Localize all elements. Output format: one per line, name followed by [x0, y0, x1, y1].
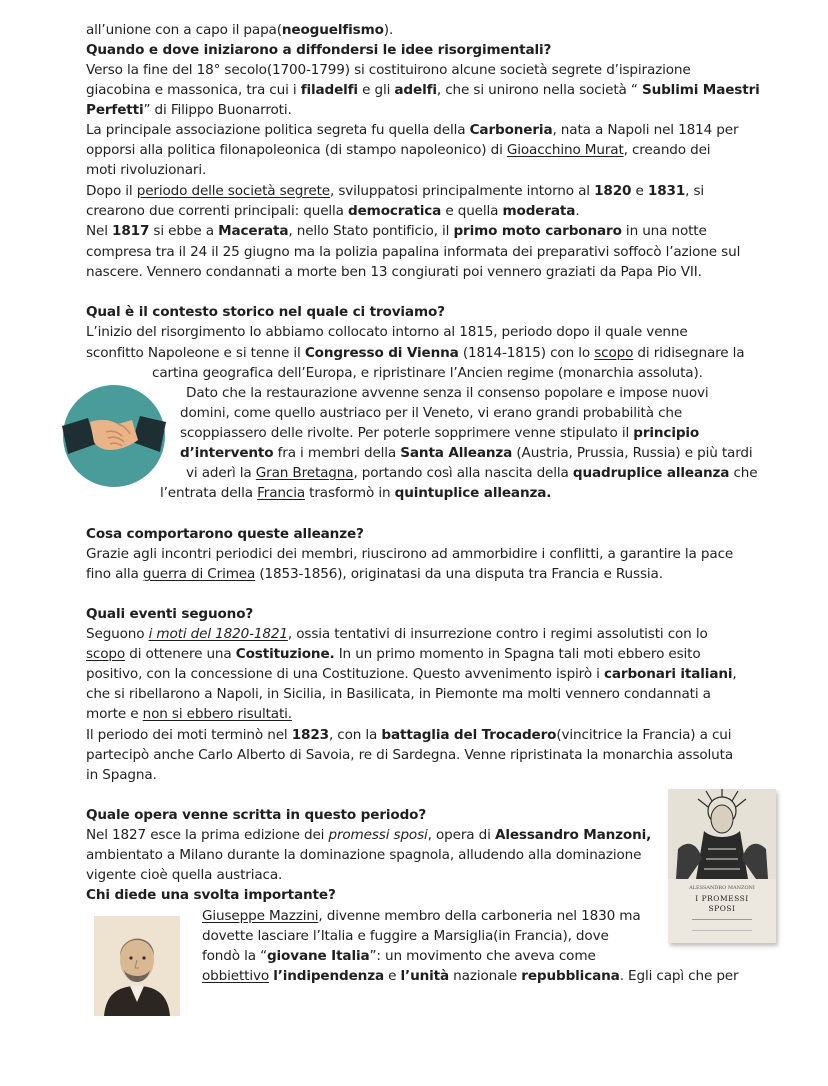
text-line: [86, 604, 253, 624]
text-span: .: [575, 203, 580, 219]
text-span: (Austria, Prussia, Russia) e più tardi: [512, 445, 753, 461]
text-line: [202, 926, 609, 946]
underlined-term: i moti del 1820-1821: [148, 626, 288, 642]
text-span: , con la: [328, 727, 382, 743]
text-span: , creando dei: [623, 142, 711, 158]
text-span: morte e: [86, 706, 143, 722]
text-span: l’entrata della: [160, 485, 258, 501]
book-title-line1: I PROMESSI: [695, 894, 749, 903]
bold-term: 1820: [594, 183, 632, 199]
text-span: che: [729, 465, 758, 481]
bold-term: quintuplice alleanza.: [394, 485, 552, 501]
underlined-term: guerra di Crimea: [142, 566, 256, 582]
text-line: [86, 765, 157, 785]
text-span: ).: [383, 22, 394, 38]
bold-term: Alessandro Manzoni,: [494, 827, 652, 843]
bold-term: filadelfi: [300, 82, 358, 98]
text-line: [86, 624, 708, 644]
bold-term: Sublimi Maestri: [641, 82, 760, 98]
book-title-line2: SPOSI: [708, 904, 736, 913]
text-line: [86, 20, 393, 40]
text-span: in una notte: [621, 223, 707, 239]
text-span: , sviluppatosi principalmente intorno al: [329, 183, 595, 199]
text-line: [86, 745, 733, 765]
text-line: [86, 644, 701, 664]
bold-term: Carboneria: [469, 122, 553, 138]
text-span: all’unione con a capo il papa(: [86, 22, 282, 38]
text-span: ,: [732, 666, 737, 682]
bold-term: neoguelfismo: [281, 22, 384, 38]
underlined-term: scopo: [594, 345, 634, 361]
text-span: (1814-1815) con lo: [458, 345, 595, 361]
text-line: [86, 343, 745, 363]
text-span: si ebbe a: [149, 223, 219, 239]
text-span: , divenne membro della carboneria nel 1830 ma: [318, 908, 641, 924]
text-span: Il periodo dei moti terminò nel: [86, 727, 292, 743]
bold-term: democratica: [348, 203, 442, 219]
text-span: Verso la fine del 18° secolo(1700-1799) si costituirono alcune società segrete d’ispirazione: [86, 62, 691, 78]
text-span: (vincitrice la Francia) a cui: [556, 727, 732, 743]
text-span: di ottenere una: [125, 646, 236, 662]
text-span: , nata a Napoli nel 1814 per: [552, 122, 739, 138]
text-line: [86, 825, 651, 845]
bold-term: repubblicana: [521, 968, 620, 984]
bold-term: 1823: [291, 727, 329, 743]
text-span: Seguono: [86, 626, 149, 642]
text-span: , che si unirono nella società “: [436, 82, 642, 98]
text-span: di ridisegnare la: [633, 345, 745, 361]
text-line: [202, 966, 738, 986]
text-line: [86, 322, 688, 342]
underlined-term: Gioacchino Murat: [506, 142, 624, 158]
text-span: positivo, con la concessione di una Costituzione. Questo avvenimento ispirò i: [86, 666, 604, 682]
text-line: [86, 684, 711, 704]
text-line: [180, 423, 699, 443]
bold-term: moderata: [502, 203, 576, 219]
bold-term: Quali eventi seguono?: [86, 606, 254, 622]
text-span: ambientato a Milano durante la dominazione spagnola, alludendo alla dominazione: [86, 847, 642, 863]
handshake-image: [62, 384, 166, 488]
text-line: [86, 120, 738, 140]
bold-term: Cosa comportarono queste alleanze?: [86, 526, 364, 542]
bold-term: quadruplice alleanza: [572, 465, 730, 481]
bold-term: Congresso di Vienna: [304, 345, 459, 361]
text-span: , portando così alla nascita della: [353, 465, 573, 481]
text-line: [86, 704, 292, 724]
text-span: nascere. Vennero condannati a morte ben 13 congiurati poi vennero graziati da Papa Pio VII.: [86, 264, 702, 280]
text-span: partecipò anche Carlo Alberto di Savoia, re di Sardegna. Venne ripristinata la monarchia assoluta: [86, 747, 733, 763]
mazzini-portrait-image: [94, 916, 180, 1016]
text-span: fra i membri della: [273, 445, 401, 461]
text-line: [86, 885, 336, 905]
text-line: [180, 443, 753, 463]
bold-term: adelfi: [394, 82, 437, 98]
underlined-term: Giuseppe Mazzini: [202, 908, 319, 924]
bold-term: Qual è il contesto storico nel quale ci troviamo?: [86, 304, 445, 320]
text-line: [86, 242, 740, 262]
underlined-term: periodo delle società segrete: [136, 183, 330, 199]
book-cover-image: [668, 789, 776, 943]
text-span: (1853-1856), originatasi da una disputa tra Francia e Russia.: [255, 566, 663, 582]
underlined-term: Francia: [257, 485, 306, 501]
bold-term: 1831: [647, 183, 686, 199]
text-line: [86, 544, 733, 564]
text-line: [86, 181, 704, 201]
text-span: , nello Stato pontificio, il: [288, 223, 454, 239]
text-span: fino alla: [86, 566, 143, 582]
text-span: e: [383, 968, 401, 984]
text-span: trasformò in: [305, 485, 395, 501]
text-span: e gli: [357, 82, 395, 98]
text-span: scoppiassero delle rivolte. Per poterle sopprimere venne stipulato il: [180, 425, 634, 441]
bold-term: Perfetti: [86, 102, 144, 118]
text-line: [86, 201, 579, 221]
text-span: La principale associazione politica segreta fu quella della: [86, 122, 470, 138]
text-span: cartina geografica dell’Europa, e ripristinare l’Ancien regime (monarchia assoluta).: [152, 365, 703, 381]
bold-term: Quale opera venne scritta in questo periodo?: [86, 807, 427, 823]
bold-term: carbonari italiani: [603, 666, 733, 682]
text-line: [86, 845, 641, 865]
text-span: Dopo il: [86, 183, 137, 199]
text-span: domini, come quello austriaco per il Veneto, vi erano grandi probabilità che: [180, 405, 683, 421]
text-span: compresa tra il 24 il 25 giugno ma la polizia papalina informata dei preparativi soffocò l’azione sul: [86, 244, 741, 260]
text-line: [160, 483, 551, 503]
text-span: che si ribellarono a Napoli, in Sicilia, in Basilicata, in Piemonte ma molti vennero condannati a: [86, 686, 711, 702]
bold-term: Macerata: [218, 223, 289, 239]
bold-term: primo moto carbonaro: [453, 223, 622, 239]
bold-term: l’indipendenza: [273, 968, 384, 984]
text-line: [202, 906, 641, 926]
text-span: fondò la “: [202, 948, 267, 964]
text-span: nazionale: [449, 968, 522, 984]
text-span: . Egli capì che per: [619, 968, 739, 984]
text-line: [86, 40, 551, 60]
bold-term: Santa Alleanza: [400, 445, 513, 461]
text-span: ”: un movimento che aveva come: [369, 948, 596, 964]
text-span: vigente cioè quella austriaca.: [86, 867, 283, 883]
text-line: [86, 221, 707, 241]
text-span: ” di Filippo Buonarroti.: [143, 102, 292, 118]
text-line: [86, 60, 691, 80]
text-span: e quella: [441, 203, 503, 219]
underlined-term: obbiettivo: [202, 968, 270, 984]
text-span: e: [631, 183, 648, 199]
text-line: [152, 363, 703, 383]
text-span: In un primo momento in Spagna tali moti ebbero esito: [334, 646, 701, 662]
text-span: , si: [685, 183, 705, 199]
text-line: [86, 725, 731, 745]
text-line: [202, 946, 596, 966]
underlined-term: non si ebbero risultati.: [142, 706, 292, 722]
text-line: [86, 805, 426, 825]
bold-term: l’unità: [400, 968, 450, 984]
bold-term: battaglia del Trocadero: [381, 727, 557, 743]
text-span: promessi sposi: [328, 827, 428, 843]
text-span: L’inizio del risorgimento lo abbiamo collocato intorno al 1815, periodo dopo il quale venne: [86, 324, 688, 340]
bold-term: d’intervento: [180, 445, 274, 461]
text-span: opporsi alla politica filonapoleonica (di stampo napoleonico) di: [86, 142, 507, 158]
bold-term: giovane Italia: [266, 948, 370, 964]
text-line: [86, 140, 710, 160]
bold-term: Quando e dove iniziarono a diffondersi le idee risorgimentali?: [86, 42, 552, 58]
text-span: sconfitto Napoleone e si tenne il: [86, 345, 305, 361]
text-line: [180, 403, 682, 423]
bold-term: 1817: [112, 223, 150, 239]
bold-term: Costituzione.: [235, 646, 335, 662]
bold-term: principio: [633, 425, 700, 441]
text-line: [86, 664, 737, 684]
text-line: [86, 80, 760, 100]
text-line: [86, 302, 445, 322]
underlined-term: Gran Bretagna: [255, 465, 354, 481]
text-span: Grazie agli incontri periodici dei membri, riuscirono ad ammorbidire i conflitti, a garantire la pace: [86, 546, 734, 562]
text-span: vi aderì la: [186, 465, 256, 481]
text-span: Nel 1827 esce la prima edizione dei: [86, 827, 329, 843]
underlined-term: scopo: [86, 646, 126, 662]
text-span: dovette lasciare l’Italia e fuggire a Marsiglia(in Francia), dove: [202, 928, 609, 944]
text-line: [186, 383, 709, 403]
text-line: [186, 463, 757, 483]
text-line: [86, 160, 206, 180]
book-cover-lines: [692, 919, 752, 931]
text-span: in Spagna.: [86, 767, 157, 783]
text-line: [86, 865, 282, 885]
text-span: giacobina e massonica, tra cui i: [86, 82, 301, 98]
text-span: crearono due correnti principali: quella: [86, 203, 349, 219]
text-line: [86, 524, 364, 544]
text-line: [86, 100, 292, 120]
text-span: Nel: [86, 223, 113, 239]
book-author: ALESSANDRO MANZONI: [689, 885, 755, 891]
text-span: moti rivoluzionari.: [86, 162, 207, 178]
text-span: , ossia tentativi di insurrezione contro i regimi assolutisti con lo: [287, 626, 708, 642]
text-line: [86, 564, 663, 584]
text-line: [86, 262, 702, 282]
text-span: Dato che la restaurazione avvenne senza il consenso popolare e impose nuovi: [186, 385, 709, 401]
text-span: , opera di: [427, 827, 495, 843]
bold-term: Chi diede una svolta importante?: [86, 887, 336, 903]
